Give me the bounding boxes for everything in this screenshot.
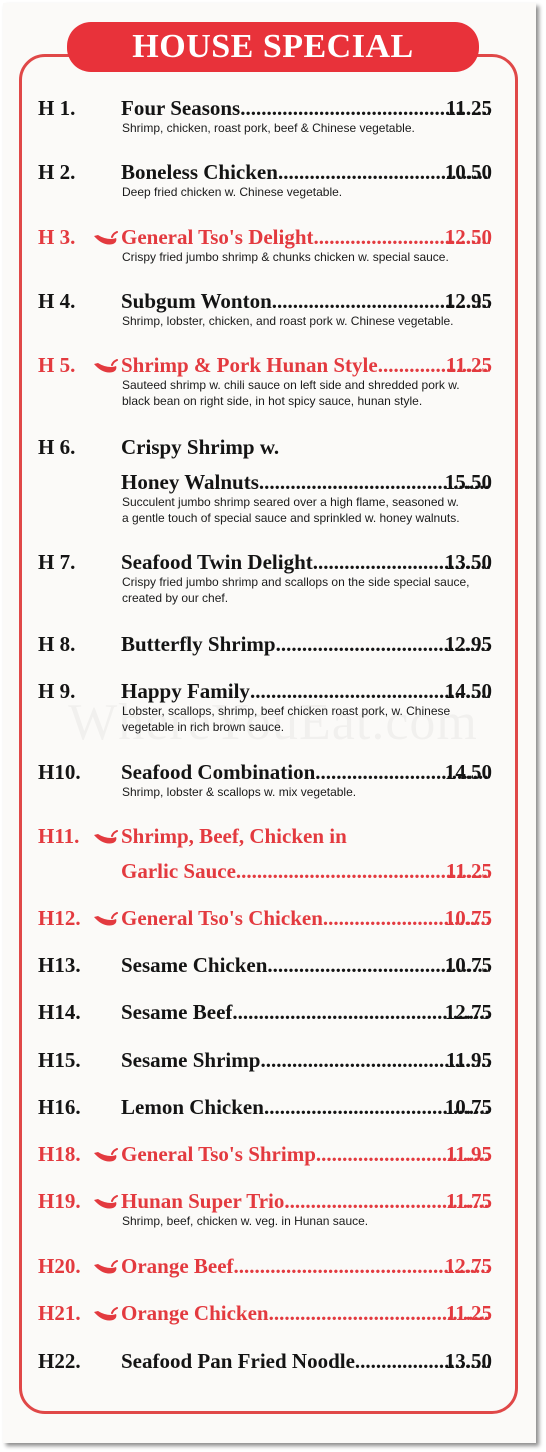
item-code: H19. bbox=[38, 1189, 81, 1213]
page-title: HOUSE SPECIAL bbox=[67, 22, 479, 72]
item-code: H18. bbox=[38, 1142, 81, 1166]
item-code: H16. bbox=[38, 1095, 81, 1119]
item-price: 12.95 bbox=[444, 632, 492, 656]
item-description: Shrimp, lobster & scallops w. mix vegetable. bbox=[122, 785, 357, 799]
item-name: Seafood Combination bbox=[121, 760, 316, 784]
item-name: Four Seasons bbox=[121, 96, 241, 120]
chili-pepper-icon bbox=[92, 909, 118, 927]
item-name: General Tso's Delight bbox=[121, 225, 314, 249]
item-name: Boneless Chicken bbox=[121, 160, 278, 184]
item-name: Sesame Chicken bbox=[121, 953, 268, 977]
item-name: Sesame Beef bbox=[121, 1000, 233, 1024]
item-description: Sauteed shrimp w. chili sauce on left side and shredded pork w. bbox=[122, 378, 460, 392]
item-price: 11.25 bbox=[445, 1301, 492, 1325]
item-name: Happy Family bbox=[121, 679, 250, 703]
item-price: 12.95 bbox=[444, 289, 492, 313]
item-description: black bean on right side, in hot spicy sauce, hunan style. bbox=[122, 394, 423, 408]
item-code: H10. bbox=[38, 760, 81, 784]
item-name: Hunan Super Trio bbox=[121, 1189, 285, 1213]
item-code: H 7. bbox=[38, 550, 76, 574]
item-price: 11.25 bbox=[445, 353, 492, 377]
item-code: H 9. bbox=[38, 679, 76, 703]
item-price: 13.50 bbox=[444, 550, 492, 574]
item-name: Subgum Wonton bbox=[121, 289, 272, 313]
item-price: 14.50 bbox=[444, 679, 492, 703]
item-price: 11.95 bbox=[445, 1142, 492, 1166]
item-code: H 2. bbox=[38, 160, 76, 184]
item-code: H22. bbox=[38, 1349, 81, 1373]
item-name: Seafood Pan Fried Noodle bbox=[121, 1349, 355, 1373]
item-name: Orange Chicken bbox=[121, 1301, 269, 1325]
chili-pepper-icon bbox=[92, 827, 118, 845]
item-code: H14. bbox=[38, 1000, 81, 1024]
item-code: H15. bbox=[38, 1048, 81, 1072]
item-name: Honey Walnuts bbox=[121, 470, 259, 494]
item-code: H13. bbox=[38, 953, 81, 977]
item-description: Deep fried chicken w. Chinese vegetable. bbox=[122, 185, 343, 199]
item-code: H 5. bbox=[38, 353, 76, 377]
item-name-line1: Shrimp, Beef, Chicken in bbox=[121, 824, 347, 848]
item-price: 11.75 bbox=[445, 1189, 492, 1213]
item-price: 10.75 bbox=[444, 953, 492, 977]
item-description: vegetable in rich brown sauce. bbox=[122, 720, 285, 734]
item-name: Seafood Twin Delight bbox=[121, 550, 313, 574]
item-name: Lemon Chicken bbox=[121, 1095, 264, 1119]
item-name: Butterfly Shrimp bbox=[121, 632, 276, 656]
item-code: H21. bbox=[38, 1301, 81, 1325]
item-description: Shrimp, lobster, chicken, and roast pork w. Chinese vegetable. bbox=[122, 314, 454, 328]
item-price: 10.50 bbox=[444, 160, 492, 184]
item-code: H11. bbox=[38, 824, 80, 848]
item-price: 10.75 bbox=[444, 1095, 492, 1119]
item-code: H20. bbox=[38, 1254, 81, 1278]
chili-pepper-icon bbox=[92, 228, 118, 246]
item-description: Crispy fried jumbo shrimp & chunks chicken w. special sauce. bbox=[122, 250, 449, 264]
item-price: 11.25 bbox=[445, 96, 492, 120]
item-price: 11.25 bbox=[445, 859, 492, 883]
item-description: a gentle touch of special sauce and sprinkled w. honey walnuts. bbox=[122, 511, 460, 525]
item-price: 14.50 bbox=[444, 760, 492, 784]
item-price: 12.75 bbox=[444, 1000, 492, 1024]
item-name: General Tso's Chicken bbox=[121, 906, 323, 930]
item-name: Orange Beef bbox=[121, 1254, 234, 1278]
chili-pepper-icon bbox=[92, 1257, 118, 1275]
item-description: Crispy fried jumbo shrimp and scallops on the side special sauce, bbox=[122, 575, 470, 589]
item-price: 12.75 bbox=[444, 1254, 492, 1278]
item-description: Lobster, scallops, shrimp, beef chicken roast pork, w. Chinese bbox=[122, 704, 451, 718]
chili-pepper-icon bbox=[92, 1192, 118, 1210]
item-code: H12. bbox=[38, 906, 81, 930]
item-price: 11.95 bbox=[445, 1048, 492, 1072]
item-description: Shrimp, chicken, roast pork, beef & Chinese vegetable. bbox=[122, 121, 415, 135]
item-description: Succulent jumbo shrimp seared over a high flame, seasoned w. bbox=[122, 495, 459, 509]
item-description: created by our chef. bbox=[122, 591, 229, 605]
item-name-line1: Crispy Shrimp w. bbox=[121, 435, 280, 459]
item-code: H 8. bbox=[38, 632, 76, 656]
item-price: 13.50 bbox=[444, 1349, 492, 1373]
item-name: Sesame Shrimp bbox=[121, 1048, 261, 1072]
item-price: 15.50 bbox=[444, 470, 492, 494]
item-name: Garlic Sauce bbox=[121, 859, 236, 883]
chili-pepper-icon bbox=[92, 1145, 118, 1163]
chili-pepper-icon bbox=[92, 356, 118, 374]
item-price: 10.75 bbox=[444, 906, 492, 930]
item-code: H 1. bbox=[38, 96, 76, 120]
item-code: H 3. bbox=[38, 225, 76, 249]
item-code: H 4. bbox=[38, 289, 76, 313]
item-name: Shrimp & Pork Hunan Style bbox=[121, 353, 378, 377]
item-price: 12.50 bbox=[444, 225, 492, 249]
item-name: General Tso's Shrimp bbox=[121, 1142, 316, 1166]
item-code: H 6. bbox=[38, 435, 76, 459]
item-description: Shrimp, beef, chicken w. veg. in Hunan sauce. bbox=[122, 1214, 369, 1228]
chili-pepper-icon bbox=[92, 1304, 118, 1322]
